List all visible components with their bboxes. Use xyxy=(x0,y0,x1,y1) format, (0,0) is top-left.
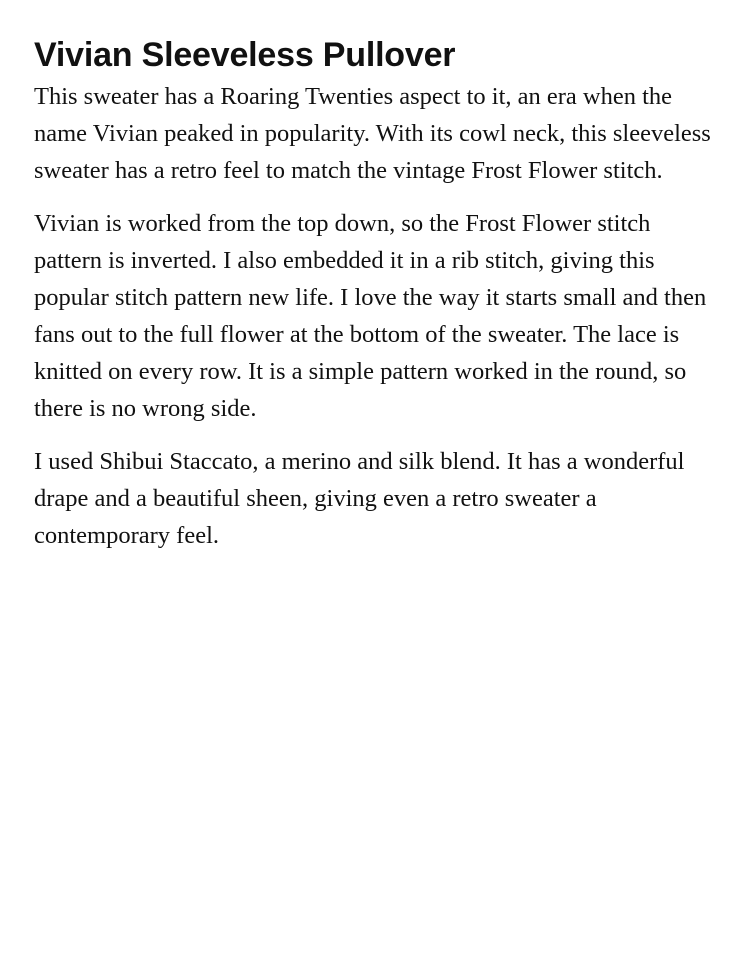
paragraph-construction: Vivian is worked from the top down, so the Frost Flower stitch pattern is inverted. I also embedded it in a rib stitch, giving this popular stitch pattern new life. I love the way it starts small and then fans out to the full flower at the bottom of the sweater. The lace is knitted on every row. It is a simple pattern worked in the round, so there is no wrong side. xyxy=(34,210,707,422)
document-page xyxy=(34,34,724,570)
paragraph-yarn: I used Shibui Staccato, a merino and silk blend. It has a wonderful drape and a beautiful sheen, giving even a retro sweater a contemporary feel. xyxy=(34,448,685,549)
paragraph-intro: This sweater has a Roaring Twenties aspect to it, an era when the name Vivian peaked in popularity. With its cowl neck, this sleeveless sweater has a retro feel to match the vintage Frost Flower stitch. xyxy=(34,83,711,184)
page-title: Vivian Sleeveless Pullover xyxy=(34,36,456,74)
